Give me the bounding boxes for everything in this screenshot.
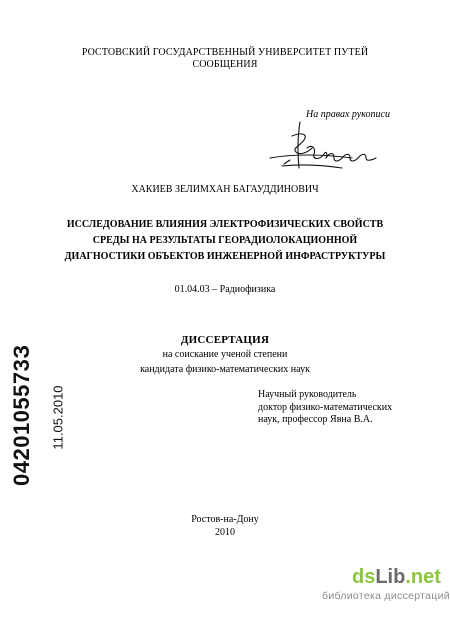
university-line-2: СООБЩЕНИЯ [192, 59, 258, 70]
year: 2010 [215, 527, 235, 538]
watermark-subtitle: библиотека диссертаций [322, 590, 450, 602]
supervisor-line-3: наук, профессор Явна В.А. [258, 414, 373, 425]
university-name [0, 47, 450, 71]
watermark-logo-part-3: .net [405, 566, 441, 588]
title-line-1: ИССЛЕДОВАНИЕ ВЛИЯНИЯ ЭЛЕКТРОФИЗИЧЕСКИХ СВОЙСТВ [66, 219, 384, 230]
author-name: ХАКИЕВ ЗЕЛИМХАН БАГАУДДИНОВИЧ [131, 184, 319, 195]
degree-line-2: кандидата физико-математических наук [140, 364, 310, 375]
city: Ростов-на-Дону [191, 514, 259, 525]
supervisor-line-1: Научный руководитель [258, 389, 357, 400]
signature-icon [262, 118, 382, 176]
stamp-date: 11.05.2010 [50, 385, 66, 450]
dissertation-title [0, 217, 450, 265]
supervisor-line-2: доктор физико-математических [258, 401, 393, 413]
supervisor-block [258, 389, 392, 427]
manuscript-note: На правах рукописи [306, 109, 390, 120]
watermark-logo-part-2: Lib [375, 566, 406, 588]
university-line-1: РОСТОВСКИЙ ГОСУДАРСТВЕННЫЙ УНИВЕРСИТЕТ ПУТЕЙ [81, 47, 369, 58]
watermark-logo [352, 566, 441, 589]
stamp-number: 0420105573З [9, 344, 34, 486]
city-year [0, 513, 450, 539]
degree-line-1: на соискание ученой степени [162, 349, 288, 360]
dissertation-label: ДИССЕРТАЦИЯ [180, 334, 270, 346]
watermark-logo-part-1: ds [352, 566, 376, 588]
specialty: 01.04.03 – Радиофизика [174, 284, 276, 295]
title-line-3: ДИАГНОСТИКИ ОБЪЕКТОВ ИНЖЕНЕРНОЙ ИНФРАСТРУКТУРЫ [64, 251, 386, 262]
title-line-2: СРЕДЫ НА РЕЗУЛЬТАТЫ ГЕОРАДИОЛОКАЦИОННОЙ [92, 235, 358, 246]
